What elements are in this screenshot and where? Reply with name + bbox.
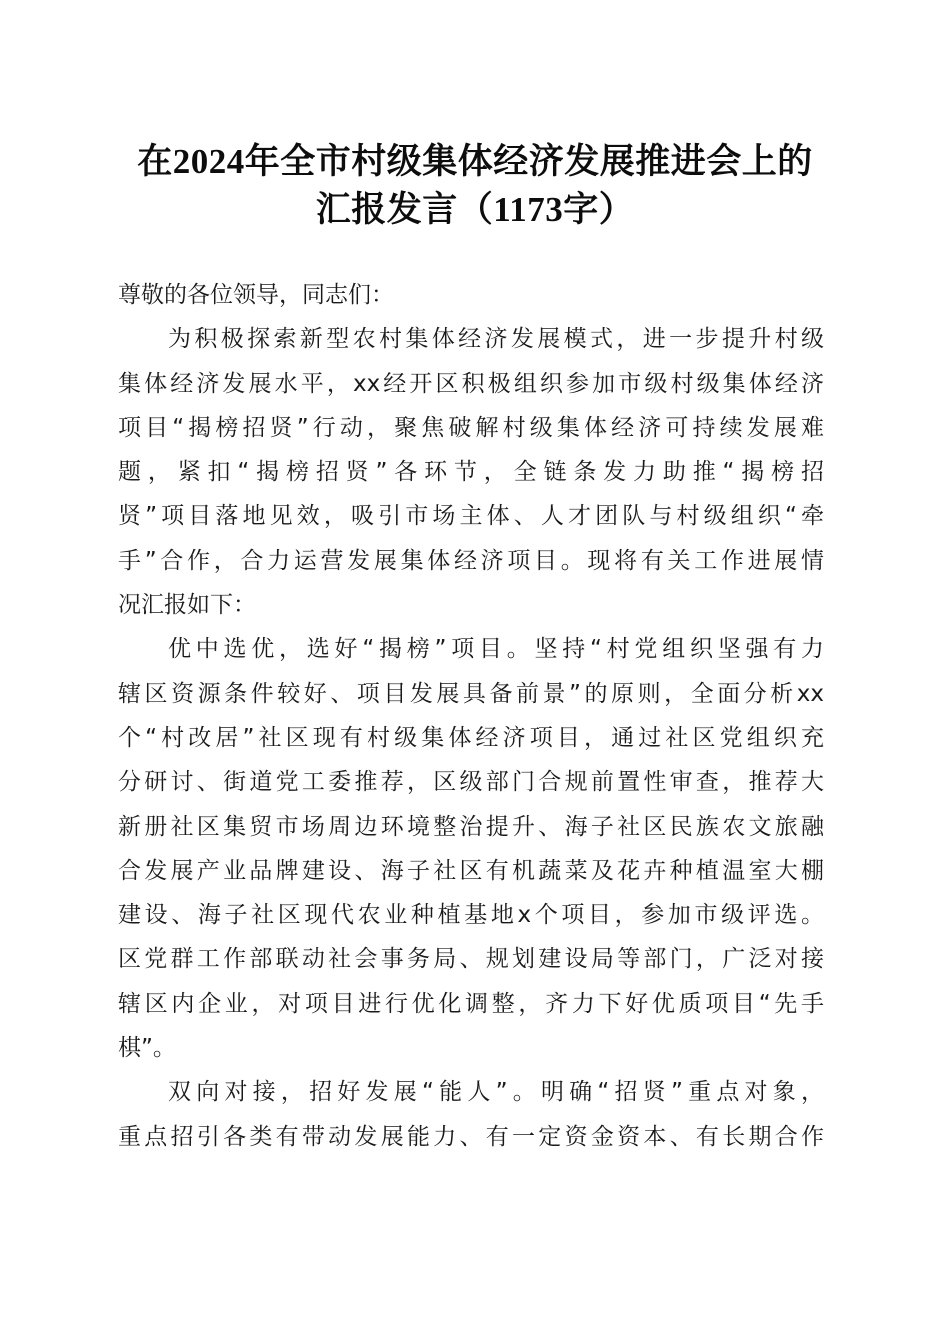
paragraph-3-line: 重点招引各类有带动发展能力、有一定资金资本、有长期合作 [118, 1123, 824, 1150]
paragraph-1-line: 手”合作，合力运营发展集体经济项目。现将有关工作进展情 [118, 547, 824, 574]
document-body [118, 273, 824, 1159]
paragraph-2-line: 棋”。 [118, 1035, 176, 1062]
paragraph-2-line: 辖区内企业，对项目进行优化调整，齐力下好优质项目“先手 [118, 990, 824, 1017]
paragraph-2-line: 辖区资源条件较好、项目发展具备前景”的原则，全面分析xx [118, 680, 824, 707]
paragraph-2-line: 新册社区集贸市场周边环境整治提升、海子社区民族农文旅融 [118, 813, 824, 840]
paragraph-1-line: 集体经济发展水平，xx经开区积极组织参加市级村级集体经济 [118, 370, 824, 397]
document-title [0, 138, 950, 234]
paragraph-2-line: 个“村改居”社区现有村级集体经济项目，通过社区党组织充 [118, 724, 824, 751]
paragraph-2-line: 分研讨、街道党工委推荐，区级部门合规前置性审查，推荐大 [118, 769, 824, 796]
paragraph-1-line: 况汇报如下： [118, 592, 256, 619]
paragraph-1-line: 项目“揭榜招贤”行动，聚焦破解村级集体经济可持续发展难 [118, 414, 824, 441]
paragraph-2-line: 区党群工作部联动社会事务局、规划建设局等部门，广泛对接 [118, 946, 824, 973]
paragraph-1-line: 贤”项目落地见效，吸引市场主体、人才团队与村级组织“牵 [118, 503, 824, 530]
paragraph-1-line: 为积极探索新型农村集体经济发展模式，进一步提升村级 [168, 326, 824, 353]
title-line-2: 汇报发言（1173字） [315, 190, 635, 229]
paragraph-1-line: 题，紧扣“揭榜招贤”各环节，全链条发力助推“揭榜招 [118, 459, 824, 486]
paragraph-3-line: 双向对接，招好发展“能人”。明确“招贤”重点对象， [168, 1079, 824, 1106]
paragraph-2-line: 建设、海子社区现代农业种植基地x个项目，参加市级评选。 [118, 902, 824, 929]
paragraph-2-line: 优中选优，选好“揭榜”项目。坚持“村党组织坚强有力 [168, 636, 824, 663]
title-line-1: 在2024年全市村级集体经济发展推进会上的 [137, 142, 813, 181]
salutation: 尊敬的各位领导，同志们： [118, 282, 394, 308]
paragraph-2-line: 合发展产业品牌建设、海子社区有机蔬菜及花卉种植温室大棚 [118, 857, 824, 884]
